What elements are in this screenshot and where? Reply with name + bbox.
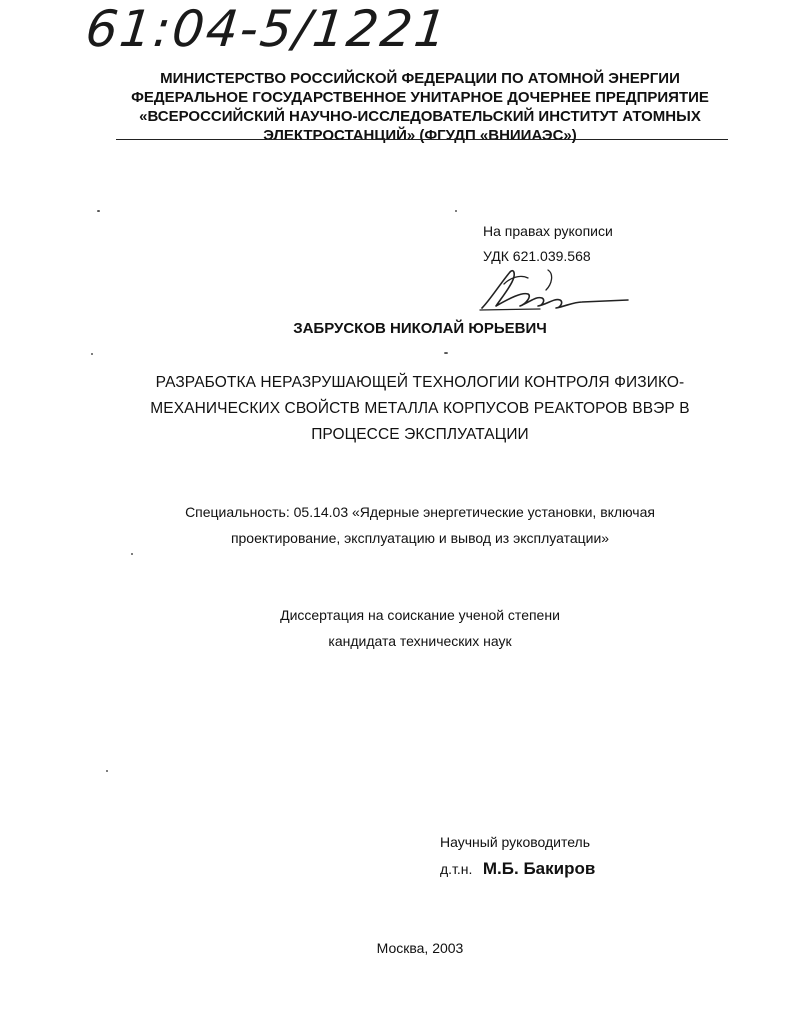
supervisor-label: Научный руководитель xyxy=(440,834,591,850)
signature xyxy=(470,264,635,316)
udc-code: УДК 621.039.568 xyxy=(483,248,591,264)
scan-speck xyxy=(106,770,108,772)
rights-note: На правах рукописи xyxy=(483,223,613,239)
specialty-line: проектирование, эксплуатацию и вывод из эксплуатации» xyxy=(230,530,610,546)
scan-speck xyxy=(131,553,133,555)
scan-speck xyxy=(91,353,93,355)
specialty-line: Специальность: 05.14.03 «Ядерные энергетические установки, включая xyxy=(185,504,655,520)
degree-line: Диссертация на соискание ученой степени xyxy=(280,607,560,623)
supervisor-name: М.Б. Бакиров xyxy=(482,859,596,878)
thesis-title-line: МЕХАНИЧЕСКИХ СВОЙСТВ МЕТАЛЛА КОРПУСОВ РЕАКТОРОВ ВВЭР В xyxy=(150,400,690,417)
archive-number: 61:04-5/1221 xyxy=(82,0,452,58)
author-name: ЗАБРУСКОВ НИКОЛАЙ ЮРЬЕВИЧ xyxy=(293,320,547,337)
thesis-title-line: РАЗРАБОТКА НЕРАЗРУШАЮЩЕЙ ТЕХНОЛОГИИ КОНТРОЛЯ ФИЗИКО- xyxy=(155,374,685,391)
thesis-title xyxy=(100,370,740,448)
manuscript-note xyxy=(483,219,613,269)
degree-statement xyxy=(80,602,760,654)
supervisor xyxy=(440,859,595,879)
thesis-title-line: ПРОЦЕССЕ ЭКСПЛУАТАЦИИ xyxy=(311,426,529,443)
supervisor-degree: д.т.н. xyxy=(440,861,473,877)
scan-speck xyxy=(97,210,100,212)
organization-line: «ВСЕРОССИЙСКИЙ НАУЧНО-ИССЛЕДОВАТЕЛЬСКИЙ ИНСТИТУТ АТОМНЫХ xyxy=(139,108,701,125)
specialty xyxy=(80,499,760,551)
degree-line: кандидата технических наук xyxy=(328,633,512,649)
scan-speck xyxy=(444,352,448,354)
organization-line: ФЕДЕРАЛЬНОЕ ГОСУДАРСТВЕННОЕ УНИТАРНОЕ ДОЧЕРНЕЕ ПРЕДПРИЯТИЕ xyxy=(131,89,709,106)
organization-line: ЭЛЕКТРОСТАНЦИЙ» (ФГУДП «ВНИИАЭС») xyxy=(263,127,577,144)
header-divider xyxy=(116,139,728,140)
organization-header xyxy=(100,69,740,145)
organization-line: МИНИСТЕРСТВО РОССИЙСКОЙ ФЕДЕРАЦИИ ПО АТОМНОЙ ЭНЕРГИИ xyxy=(160,70,680,87)
city-year: Москва, 2003 xyxy=(376,940,464,956)
scan-speck xyxy=(455,210,457,212)
